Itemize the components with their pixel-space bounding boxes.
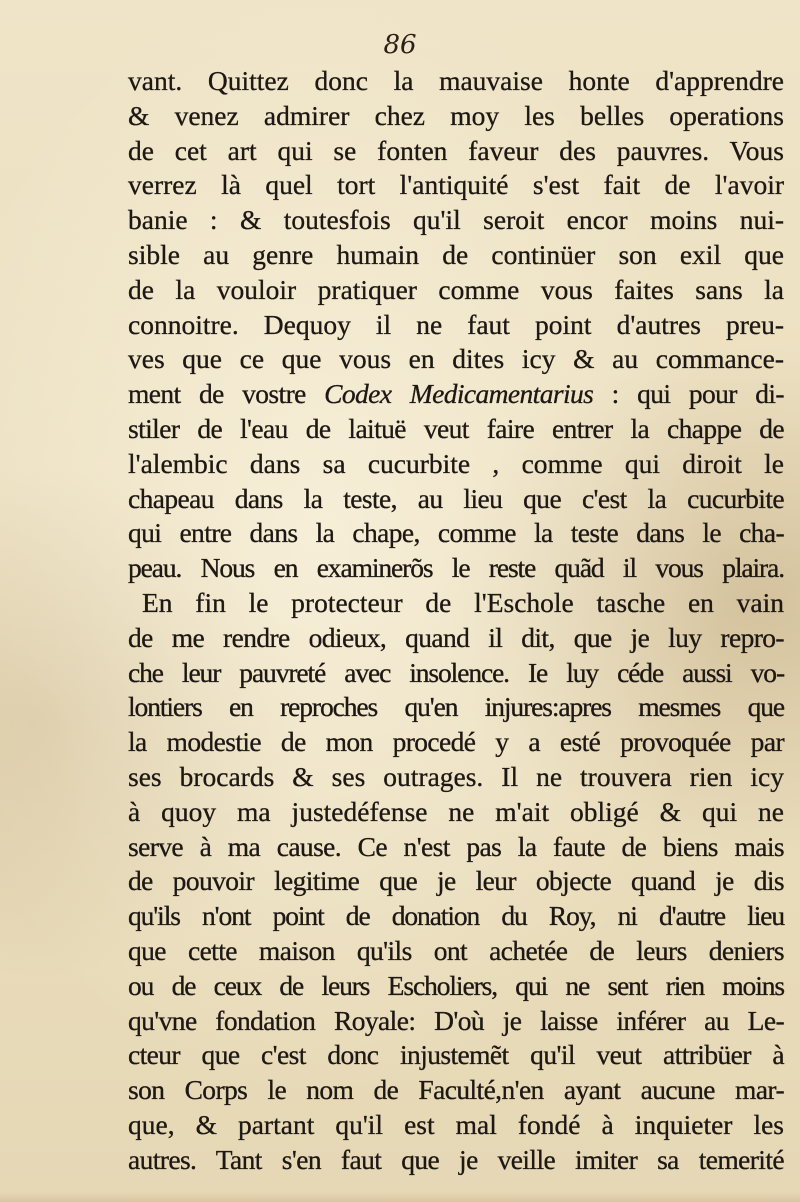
page-edge: [0, 1192, 800, 1202]
text-line-10-end: : qui pour di-: [593, 378, 784, 410]
text-line-9: ves que ce que vous en dites icy & au commance-: [128, 343, 784, 375]
text-line-1: vant. Quittez donc la mauvaise honte d'apprendre: [128, 65, 784, 96]
text-line-3: de cet art qui se fonten faveur des pauvres. Vous: [128, 134, 784, 166]
text-line-8: connoitre. Dequoy il ne faut point d'autres preu-: [128, 308, 784, 340]
text-line-23: serve à ma cause. Ce n'est pas la faute de biens mais: [128, 830, 784, 862]
text-line-4: verrez là quel tort l'antiquité s'est fait de l'avoir: [128, 169, 784, 201]
text-line-20: la modestie de mon procedé y a esté provoquée par: [128, 726, 784, 758]
page-number: 86: [383, 30, 417, 60]
text-line-32: autres. Tant s'en faut que je veille imiter sa temerité: [128, 1143, 784, 1175]
text-line-16: En fin le protecteur de l'Eschole tasche en vain: [142, 586, 784, 618]
text-line-2: & venez admirer chez moy les belles operations: [128, 99, 784, 131]
text-line-31: que, & partant qu'il est mal fondé à inquieter les: [128, 1108, 784, 1140]
text-line-30: son Corps le nom de Faculté,n'en ayant aucune mar-: [128, 1074, 784, 1106]
text-line-17: de me rendre odieux, quand il dit, que je luy repro-: [128, 621, 784, 653]
text-line-13: chapeau dans la teste, au lieu que c'est la cucurbite: [128, 482, 784, 514]
text-line-19: lontiers en reproches qu'en injures:apres mesmes que: [128, 691, 784, 723]
text-line-10: [128, 377, 784, 412]
text-line-18: che leur pauvreté avec insolence. Ie luy céde aussi vo-: [128, 656, 784, 688]
text-line-11: stiler de l'eau de laituë veut faire entrer la chappe de: [128, 412, 784, 444]
text-line-25: qu'ils n'ont point de donation du Roy, ni d'autre lieu: [128, 900, 784, 932]
text-line-24: de pouvoir legitime que je leur objecte quand je dis: [128, 865, 784, 897]
text-line-5: banie : & toutesfois qu'il seroit encor moins nui-: [128, 204, 784, 236]
text-line-27: ou de ceux de leurs Escholiers, qui ne sent rien moins: [128, 969, 784, 1001]
text-body: [128, 64, 784, 1178]
text-line-12: l'alembic dans sa cucurbite , comme qui diroit le: [128, 447, 784, 479]
text-line-7: de la vouloir pratiquer comme vous faites sans la: [128, 273, 784, 305]
text-line-15: peau. Nous en examinerõs le reste quãd il vous plaira.: [128, 552, 784, 584]
text-line-21: ses brocards & ses outrages. Il ne trouvera rien icy: [128, 760, 784, 792]
text-line-29: cteur que c'est donc injustemẽt qu'il veut attribüer à: [128, 1039, 784, 1071]
text-line-14: qui entre dans la chape, comme la teste dans le cha-: [128, 517, 784, 549]
text-line-10-start: ment de vostre: [128, 378, 325, 410]
text-line-22: à quoy ma justedéfense ne m'ait obligé & qui ne: [128, 795, 784, 827]
text-line-6: sible au genre humain de continüer son exil que: [128, 238, 784, 270]
text-line-28: qu'vne fondation Royale: D'où je laisse inférer au Le-: [128, 1004, 784, 1036]
text-line-26: que cette maison qu'ils ont achetée de leurs deniers: [128, 934, 784, 966]
codex-title: Codex Medicamentarius: [324, 378, 594, 410]
